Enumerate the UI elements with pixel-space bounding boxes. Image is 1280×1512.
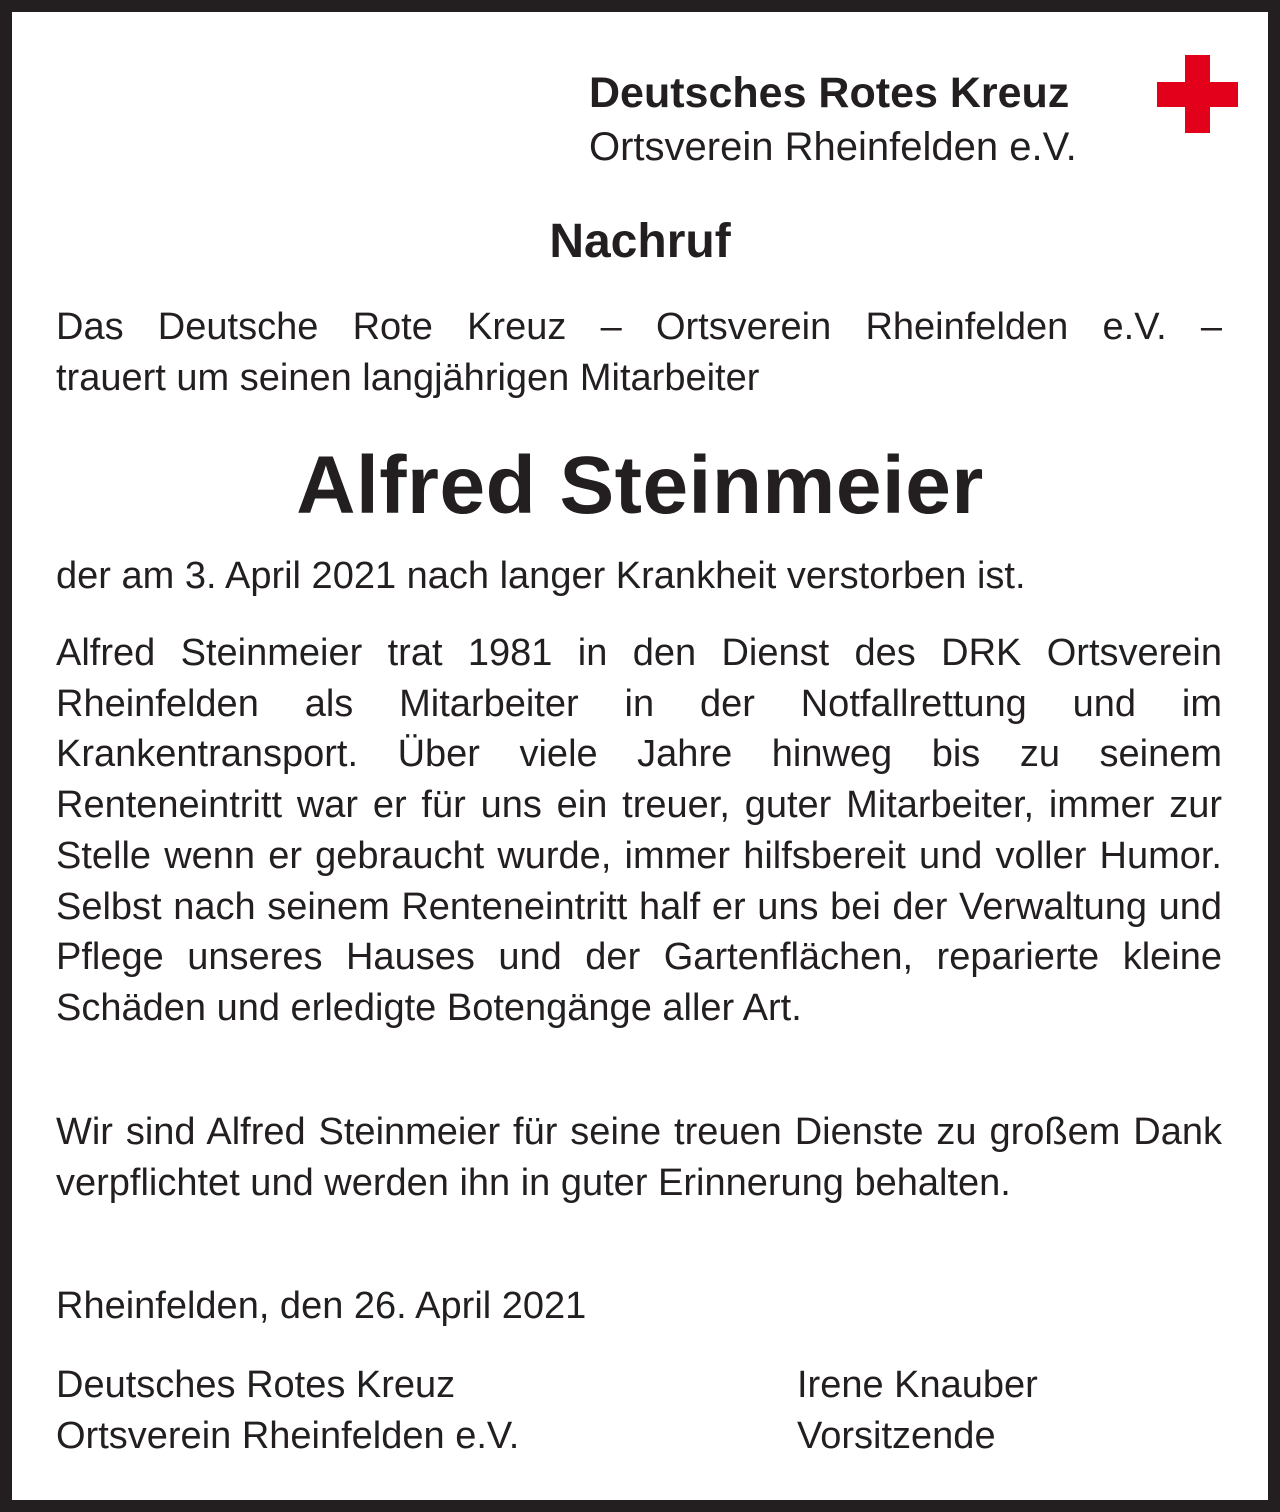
deceased-name: Alfred Steinmeier (296, 440, 984, 531)
thanks-paragraph: Wir sind Alfred Steinmeier für seine treuen Dienste zu großem Dank verpflichtet und werden ihn in guter Erinnerung behalten. (56, 1111, 1222, 1204)
intro-line-2: trauert um seinen langjährigen Mitarbeiter (56, 357, 760, 399)
signature-person (797, 1360, 1038, 1462)
signature-org-name: Deutsches Rotes Kreuz (56, 1364, 456, 1406)
organization-logo-text (589, 66, 1077, 174)
place-and-date: Rheinfelden, den 26. April 2021 (56, 1285, 587, 1327)
intro-text (56, 302, 1222, 404)
death-statement: der am 3. April 2021 nach langer Krankheit verstorben ist. (56, 555, 1026, 597)
signature-org-branch: Ortsverein Rheinfelden e.V. (56, 1415, 520, 1457)
organization-branch: Ortsverein Rheinfelden e.V. (589, 125, 1077, 169)
tribute-paragraph: Alfred Steinmeier trat 1981 in den Dienst des DRK Ortsverein Rheinfelden als Mitarbeiter in der Notfallrettung und im Krankentransport. Über viele Jahre hinweg bis zu seinem Renteneintritt war er für uns ein treuer, guter Mitarbeiter, immer zur Stelle wenn er gebraucht wurde, immer hilfsbereit und voller Humor. Selbst nach seinem Renteneintritt half er uns bei der Verwaltung und Pflege unseres Hauses und der Gartenflächen, reparierte kleine Schäden und erledigte Botengänge aller Art. (56, 632, 1222, 1029)
notice-heading: Nachruf (549, 215, 731, 268)
red-cross-icon (1157, 55, 1238, 133)
signature-person-role: Vorsitzende (797, 1415, 996, 1457)
signature-person-name: Irene Knauber (797, 1364, 1038, 1406)
red-cross-horizontal-bar (1157, 82, 1238, 107)
intro-line-1: Das Deutsche Rote Kreuz – Ortsverein Rheinfelden e.V. – (56, 306, 1222, 348)
organization-name: Deutsches Rotes Kreuz (589, 69, 1070, 117)
signature-organization (56, 1360, 519, 1462)
